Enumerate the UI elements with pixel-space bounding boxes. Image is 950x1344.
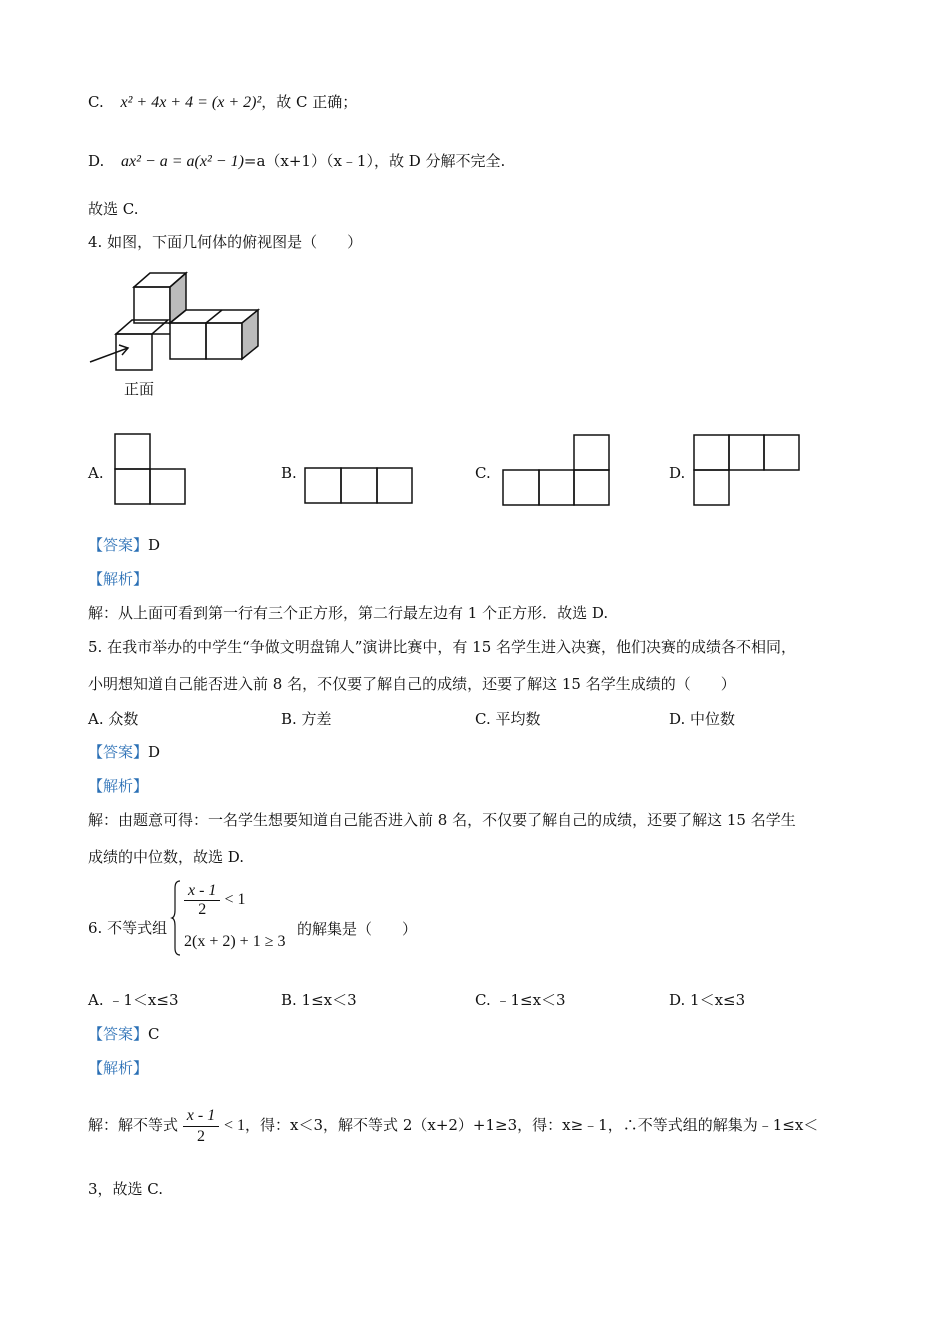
q3-option-c: C. x² + 4x + 4 = (x + 2)²，故 C 正确； (88, 93, 358, 111)
q4-stem: 4. 如图，下面几何体的俯视图是（ ） (88, 233, 363, 251)
q5-analysis-line1: 解：由题意可得：一名学生想要知道自己能否进入前 8 名，不仅要了解自己的成绩，还要了解这 15 名学生 (88, 811, 796, 829)
q6-ineq2: 2(x + 2) + 1 ≥ 3 (184, 933, 286, 950)
q4-analysis-tag: 【解析】 (88, 570, 149, 588)
answer-tag: 【答案】 (88, 743, 149, 761)
q5-analysis-line2: 成绩的中位数，故选 D. (88, 848, 245, 866)
q6-analysis-line2: 3，故选 C. (88, 1180, 164, 1198)
q4-option-b-figure (304, 467, 414, 505)
q6-inequality-system: $\frac{x - 1}{2}$ < 1 2(x + 2) + 1 ≥ 3 (172, 880, 302, 956)
q4-option-c-label[interactable]: C. (475, 464, 491, 482)
q4-answer: 【答案】D (88, 536, 161, 554)
q5-analysis-tag: 【解析】 (88, 777, 149, 795)
q5-answer: 【答案】D (88, 743, 161, 761)
q5-stem-line2: 小明想知道自己能否进入前 8 名，不仅要了解自己的成绩，还要了解这 15 名学生成绩的（ ） (88, 675, 736, 693)
q6-ineq1-fraction: $\frac{x - 1}{2}$ (184, 882, 220, 919)
q5-option-a[interactable]: A. 众数 (88, 710, 139, 728)
q6-option-c[interactable]: C. ﹣1≤x＜3 (475, 991, 566, 1009)
q6-answer: 【答案】C (88, 1025, 160, 1043)
q4-solid-figure (88, 270, 268, 400)
brace-icon (172, 880, 182, 956)
q4-option-d-figure (693, 434, 803, 506)
q4-option-c-figure (502, 434, 612, 506)
q6-option-d[interactable]: D. 1＜x≤3 (669, 991, 746, 1009)
q4-option-a-label[interactable]: A. (88, 464, 104, 482)
q4-option-b-label[interactable]: B. (281, 464, 297, 482)
q4-front-label: 正面 (124, 380, 155, 398)
q4-option-d-label[interactable]: D. (669, 464, 686, 482)
q3-conclusion: 故选 C. (88, 200, 139, 218)
answer-tag: 【答案】 (88, 536, 149, 554)
q6-analysis-tag: 【解析】 (88, 1059, 149, 1077)
q6-analysis-fraction: $\frac{x - 1}{2}$ (183, 1106, 219, 1147)
q6-option-a[interactable]: A. ﹣1＜x≤3 (88, 991, 179, 1009)
answer-tag: 【答案】 (88, 1025, 149, 1043)
q3-option-d-math: ax² − a = a(x² − 1) (121, 153, 244, 170)
q6-stem-prefix: 6. 不等式组 (88, 919, 168, 937)
q4-option-a-figure (114, 433, 188, 505)
q5-option-c[interactable]: C. 平均数 (475, 710, 541, 728)
q6-stem-suffix: 的解集是（ ） (297, 920, 418, 938)
q6-analysis-line1: 解：解不等式 $\frac{x - 1}{2}$ < 1，得：x＜3，解不等式 2（x+2）+1≥3，得：x≥﹣1，∴不等式组的解集为﹣1≤x＜ (88, 1106, 819, 1145)
q4-analysis: 解：从上面可看到第一行有三个正方形，第二行最左边有 1 个正方形．故选 D. (88, 604, 609, 622)
q3-option-c-math: x² + 4x + 4 = (x + 2)² (120, 94, 262, 111)
q6-option-b[interactable]: B. 1≤x＜3 (281, 991, 357, 1009)
q5-stem-line1: 5. 在我市举办的中学生“争做文明盘锦人”演讲比赛中，有 15 名学生进入决赛，他们决赛的成绩各不相同， (88, 638, 797, 656)
q5-option-d[interactable]: D. 中位数 (669, 710, 736, 728)
q3-option-d: D. ax² − a = a(x² − 1)=a（x+1）（x﹣1），故 D 分解不完全. (88, 152, 506, 170)
q5-option-b[interactable]: B. 方差 (281, 710, 332, 728)
